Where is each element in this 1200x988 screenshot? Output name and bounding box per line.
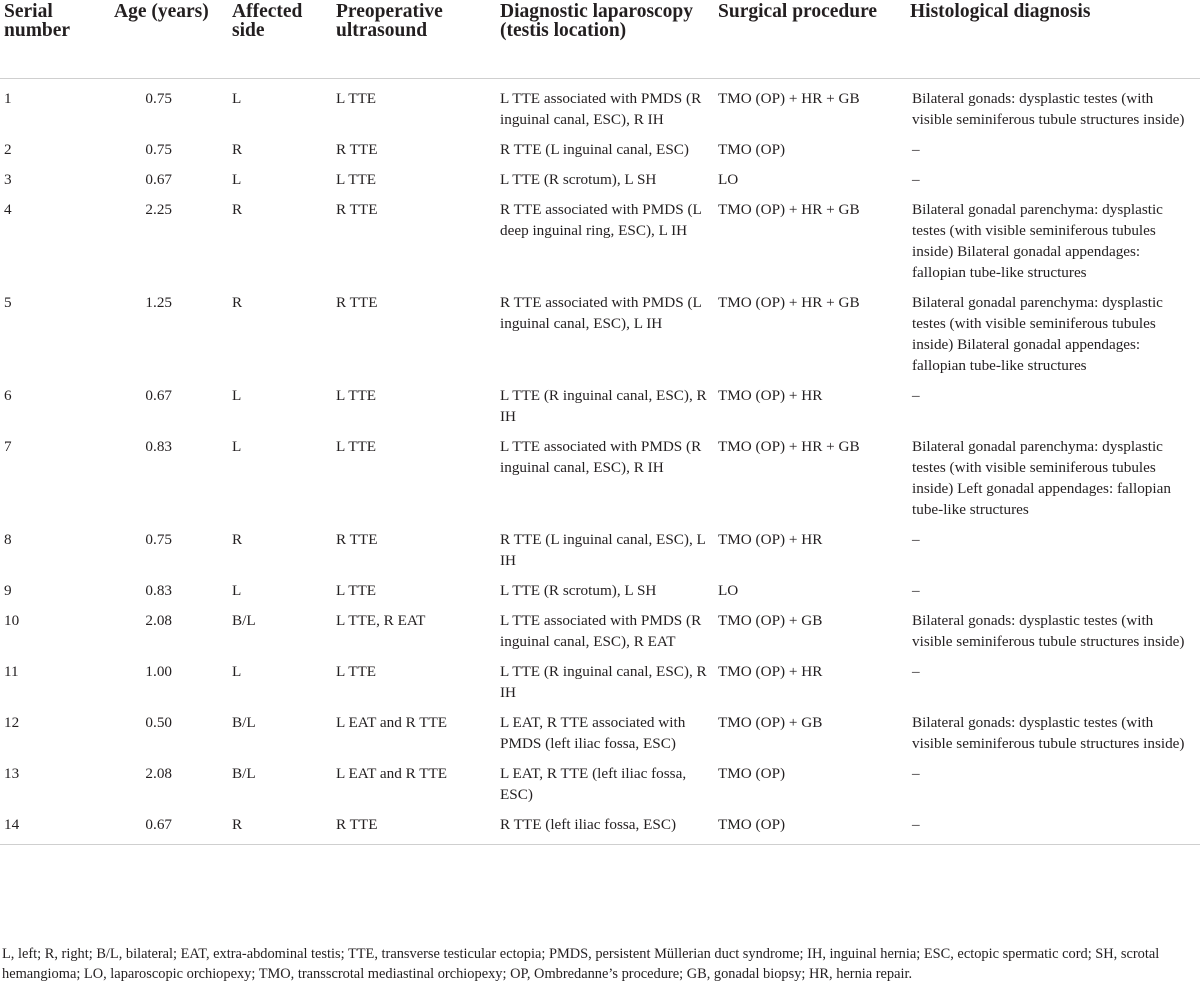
header-diagnostic-laparoscopy: Diagnostic laparoscopy (testis location)	[496, 0, 714, 79]
table-row	[0, 427, 1200, 520]
serial-number-cell: 11	[4, 663, 19, 680]
histology-cell: Bilateral gonads: dysplastic testes (with visible seminiferous tubule structures inside)	[912, 714, 1185, 752]
table-row	[0, 703, 1200, 754]
age-cell: 0.83	[145, 438, 172, 455]
age-cell: 0.50	[145, 714, 172, 731]
table-row	[0, 601, 1200, 652]
ultrasound-cell: L EAT and R TTE	[336, 714, 448, 731]
table-row	[0, 652, 1200, 703]
table-footnote: L, left; R, right; B/L, bilateral; EAT, extra-abdominal testis; TTE, transverse testicular ectopia; PMDS, persistent Müllerian duct syndrome; IH, inguinal hernia; ESC, ectopic spermatic cord; SH, scrotal hemangioma; LO, laparoscopic orchiopexy; TMO, transscrotal mediastinal orchiopexy; OP, Ombredanne’s procedure; GB, gonadal biopsy; HR, hernia repair.	[2, 946, 1160, 982]
ultrasound-cell: L TTE, R EAT	[336, 612, 426, 629]
affected-side-cell: R	[232, 201, 243, 218]
histology-cell: Bilateral gonadal parenchyma: dysplastic testes (with visible seminiferous tubules inside) Bilateral gonadal appendages: fallopian tube-like structures	[912, 201, 1163, 281]
histology-cell: Bilateral gonadal parenchyma: dysplastic testes (with visible seminiferous tubules inside) Bilateral gonadal appendages: fallopian tube-like structures	[912, 294, 1163, 374]
procedure-cell: TMO (OP)	[718, 141, 786, 158]
laparoscopy-cell: R TTE (left iliac fossa, ESC)	[496, 805, 714, 845]
laparoscopy-cell: L TTE (R inguinal canal, ESC), R IH	[500, 663, 707, 701]
procedure-cell: TMO (OP) + HR	[718, 663, 823, 680]
histology-cell: –	[912, 387, 920, 404]
header-surgical-procedure: Surgical procedure	[714, 0, 906, 79]
header-histological-diagnosis: Histological diagnosis	[906, 0, 1200, 79]
ultrasound-cell: L TTE	[336, 90, 377, 107]
age-cell: 0.83	[145, 582, 172, 599]
procedure-cell: TMO (OP)	[718, 765, 786, 782]
histology-cell: –	[906, 805, 1200, 845]
affected-side-cell: L	[232, 90, 242, 107]
ultrasound-cell: R TTE	[336, 201, 378, 218]
age-cell: 1.25	[145, 294, 172, 311]
age-cell: 0.67	[145, 171, 172, 188]
age-cell: 1.00	[145, 663, 172, 680]
histology-cell: Bilateral gonads: dysplastic testes (with visible seminiferous tubule structures inside)	[912, 612, 1185, 650]
affected-side-cell: R	[232, 294, 243, 311]
histology-cell: –	[912, 531, 920, 548]
table-body	[0, 79, 1200, 845]
table-row	[0, 805, 1200, 845]
procedure-cell: TMO (OP) + HR	[718, 387, 823, 404]
serial-number-cell: 13	[4, 765, 20, 782]
histology-cell: Bilateral gonads: dysplastic testes (with visible seminiferous tubule structures inside)	[912, 90, 1185, 128]
affected-side-cell: L	[232, 663, 242, 680]
procedure-cell: TMO (OP) + HR + GB	[718, 438, 860, 455]
histology-cell: –	[912, 171, 920, 188]
affected-side-cell: L	[232, 438, 242, 455]
ultrasound-cell: R TTE	[336, 141, 378, 158]
ultrasound-cell: R TTE	[332, 805, 496, 845]
laparoscopy-cell: R TTE associated with PMDS (L deep inguinal ring, ESC), L IH	[500, 201, 702, 239]
ultrasound-cell: R TTE	[336, 531, 378, 548]
table-row	[0, 376, 1200, 427]
serial-number-cell: 14	[0, 805, 110, 845]
laparoscopy-cell: L TTE (R scrotum), L SH	[500, 582, 657, 599]
histology-cell: –	[912, 141, 920, 158]
affected-side-cell: R	[232, 141, 243, 158]
laparoscopy-cell: L EAT, R TTE associated with PMDS (left iliac fossa, ESC)	[500, 714, 686, 752]
header-preoperative-ultrasound: Preoperative ultrasound	[332, 0, 496, 79]
age-cell: 0.75	[145, 531, 172, 548]
header-age: Age (years)	[110, 0, 228, 79]
affected-side-cell: R	[232, 531, 243, 548]
table-row	[0, 160, 1200, 190]
age-cell: 2.08	[145, 612, 172, 629]
procedure-cell: TMO (OP) + HR + GB	[718, 201, 860, 218]
serial-number-cell: 2	[4, 141, 12, 158]
procedure-cell: TMO (OP) + GB	[718, 714, 823, 731]
age-cell: 0.67	[145, 387, 172, 404]
procedure-cell: TMO (OP)	[714, 805, 906, 845]
age-cell: 2.08	[145, 765, 172, 782]
ultrasound-cell: R TTE	[336, 294, 378, 311]
table-row	[0, 190, 1200, 283]
laparoscopy-cell: L TTE associated with PMDS (R inguinal canal, ESC), R IH	[500, 438, 702, 476]
histology-cell: Bilateral gonadal parenchyma: dysplastic testes (with visible seminiferous tubules inside) Left gonadal appendages: fallopian tube-like structures	[912, 438, 1171, 518]
laparoscopy-cell: L TTE associated with PMDS (R inguinal canal, ESC), R EAT	[500, 612, 702, 650]
laparoscopy-cell: R TTE associated with PMDS (L inguinal canal, ESC), L IH	[500, 294, 702, 332]
serial-number-cell: 8	[4, 531, 12, 548]
histology-cell: –	[912, 582, 920, 599]
histology-cell: –	[912, 765, 920, 782]
affected-side-cell: R	[228, 805, 332, 845]
serial-number-cell: 5	[4, 294, 12, 311]
procedure-cell: LO	[718, 171, 739, 188]
table-row	[0, 79, 1200, 131]
ultrasound-cell: L TTE	[336, 582, 377, 599]
procedure-cell: TMO (OP) + HR + GB	[718, 90, 860, 107]
laparoscopy-cell: L TTE (R inguinal canal, ESC), R IH	[500, 387, 707, 425]
table-row	[0, 130, 1200, 160]
affected-side-cell: B/L	[232, 765, 256, 782]
affected-side-cell: L	[232, 387, 242, 404]
affected-side-cell: B/L	[232, 714, 256, 731]
serial-number-cell: 3	[4, 171, 12, 188]
laparoscopy-cell: R TTE (L inguinal canal, ESC)	[500, 141, 689, 158]
serial-number-cell: 7	[4, 438, 12, 455]
procedure-cell: TMO (OP) + HR + GB	[718, 294, 860, 311]
table-header-row	[0, 0, 1200, 79]
table-row	[0, 520, 1200, 571]
table-row	[0, 283, 1200, 376]
laparoscopy-cell: L TTE (R scrotum), L SH	[500, 171, 657, 188]
affected-side-cell: B/L	[232, 612, 256, 629]
laparoscopy-cell: R TTE (L inguinal canal, ESC), L IH	[500, 531, 706, 569]
table-row	[0, 571, 1200, 601]
age-cell: 0.75	[145, 141, 172, 158]
serial-number-cell: 12	[4, 714, 20, 731]
ultrasound-cell: L EAT and R TTE	[336, 765, 448, 782]
ultrasound-cell: L TTE	[336, 171, 377, 188]
serial-number-cell: 4	[4, 201, 12, 218]
histology-cell: –	[912, 663, 920, 680]
header-affected-side: Affected side	[228, 0, 332, 79]
ultrasound-cell: L TTE	[336, 438, 377, 455]
affected-side-cell: L	[232, 582, 242, 599]
procedure-cell: TMO (OP) + GB	[718, 612, 823, 629]
laparoscopy-cell: L TTE associated with PMDS (R inguinal canal, ESC), R IH	[500, 90, 702, 128]
age-cell: 0.75	[145, 90, 172, 107]
table-row	[0, 754, 1200, 805]
serial-number-cell: 10	[4, 612, 20, 629]
age-cell: 0.67	[110, 805, 228, 845]
ultrasound-cell: L TTE	[336, 387, 377, 404]
header-serial-number: Serial number	[0, 0, 110, 79]
serial-number-cell: 9	[4, 582, 12, 599]
laparoscopy-cell: L EAT, R TTE (left iliac fossa, ESC)	[500, 765, 687, 803]
ultrasound-cell: L TTE	[336, 663, 377, 680]
affected-side-cell: L	[232, 171, 242, 188]
procedure-cell: TMO (OP) + HR	[718, 531, 823, 548]
age-cell: 2.25	[145, 201, 172, 218]
procedure-cell: LO	[718, 582, 739, 599]
serial-number-cell: 6	[4, 387, 12, 404]
serial-number-cell: 1	[4, 90, 12, 107]
